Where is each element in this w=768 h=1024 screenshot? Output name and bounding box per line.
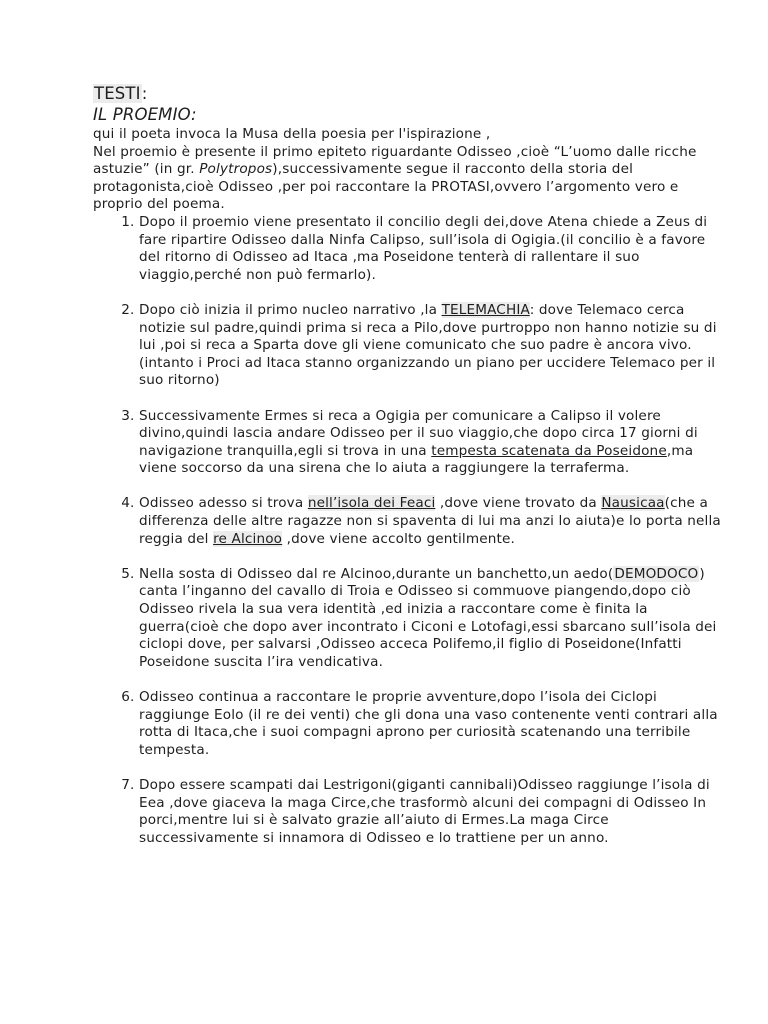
intro-text-b: ),successivamente segue il racconto della storia del protagonista,cioè Odisseo ,per poi raccontare la PROTASI,ovvero l’argomento vero e proprio del poema. [93, 161, 679, 213]
intro-line-1: qui il poeta invoca la Musa della poesia per l'ispirazione , [93, 126, 491, 142]
list-item-text: Dopo essere scampati dai Lestrigoni(giganti cannibali)Odisseo raggiunge l’isola di Eea ,dove giaceva la maga Circe,che trasformò alcuni dei compagni di Odisseo In porci,mentre lui si è salvato grazie all’aiuto di Ermes.La maga Circe successivamente si innamora di Odisseo e lo trattiene per un anno. [139, 776, 710, 846]
list-item-text: Dopo il proemio viene presentato il concilio degli dei,dove Atena chiede a Zeus di fare ripartire Odisseo dalla Ninfa Calipso, sull’isola di Ogigia.(il concilio è a favore del ritorno di Odisseo ad Itaca ,ma Poseidone tenterà di rallentare il suo viaggio,perché non può fermarlo). [139, 213, 708, 283]
section-title-colon: : [141, 84, 148, 103]
list-item [139, 302, 728, 390]
list-item-text: Nella sosta di Odisseo dal re Alcinoo,durante un banchetto,un aedo( [139, 565, 614, 582]
list-item [139, 408, 728, 478]
list-item-text: (che a differenza delle altre ragazze non si spaventa di lui ma anzi lo aiuta)e lo porta nella reggia del [139, 495, 721, 547]
events-list [93, 214, 728, 847]
highlight-nausicaa: Nausicaa [601, 495, 665, 512]
intro-paragraph [93, 126, 728, 214]
intro-italic-term: Polytropos [199, 161, 273, 178]
list-item-text: Odisseo continua a raccontare le proprie avventure,dopo l’isola dei Ciclopi raggiunge Eolo (il re dei venti) che gli dona una vaso contenente venti contrari alla rotta di Itaca,che i suoi compagni aprono per curiosità scatenando una terribile tempesta. [139, 689, 718, 758]
section-title-highlight: TESTI [94, 84, 141, 103]
highlight-telemachia: TELEMACHIA [441, 301, 530, 318]
list-item-text: Successivamente Ermes si reca a Ogigia per comunicare a Calipso il volere divino,quindi lascia andare Odisseo per il suo viaggio,che dopo circa 17 giorni di navigazione tranquilla,egli si trova in una [139, 407, 698, 459]
section-title [93, 84, 728, 104]
list-item-text: Odisseo adesso si trova [139, 495, 308, 512]
list-item [139, 566, 728, 672]
list-item-text: ,dove viene trovato da [435, 495, 602, 512]
list-item-text: Dopo ciò inizia il primo nucleo narrativo ,la [139, 301, 442, 318]
subsection-title: IL PROEMIO: [93, 105, 197, 124]
list-item [139, 689, 728, 759]
list-item [139, 777, 728, 847]
highlight-alcinoo: re Alcinoo [213, 530, 283, 547]
list-item-text: ,dove viene accolto gentilmente. [282, 530, 515, 547]
intro-text-a: Nel proemio è presente il primo epiteto riguardante Odisseo ,cioè “L’uomo dalle ricche astuzie” (in gr. [93, 143, 697, 178]
list-item-text: ,ma viene soccorso da una sirena che lo aiuta a raggiungere la terraferma. [139, 442, 694, 477]
intro-line-2 [93, 144, 728, 214]
highlight-feaci: nell’isola dei Feaci [307, 495, 436, 512]
list-item [139, 495, 728, 548]
underline-tempesta: tempesta scatenata da Poseidone [431, 442, 667, 459]
list-item-text: ) canta l’inganno del cavallo di Troia e Odisseo si commuove piangendo,dopo ciò Odisseo rivela la sua vera identità ,ed inizia a raccontare come è finita la guerra(cioè che dopo aver incontrato i Ciconi e Lotofagi,essi sbarcano sull’isola dei ciclopi dove, per salvarsi ,Odisseo acceca Polifemo,il figlio di Poseidone(Infatti Poseidone suscita l’ira vendicativa. [139, 565, 717, 670]
highlight-demodoco: DEMODOCO [614, 565, 699, 582]
list-item [139, 214, 728, 284]
list-item-text: : dove Telemaco cerca notizie sul padre,quindi prima si reca a Pilo,dove purtroppo non hanno notizie su di lui ,poi si reca a Sparta dove gli viene comunicato che suo padre è ancora vivo.(intanto i Proci ad Itaca stanno organizzando un piano per uccidere Telemaco per il suo ritorno) [139, 301, 717, 389]
